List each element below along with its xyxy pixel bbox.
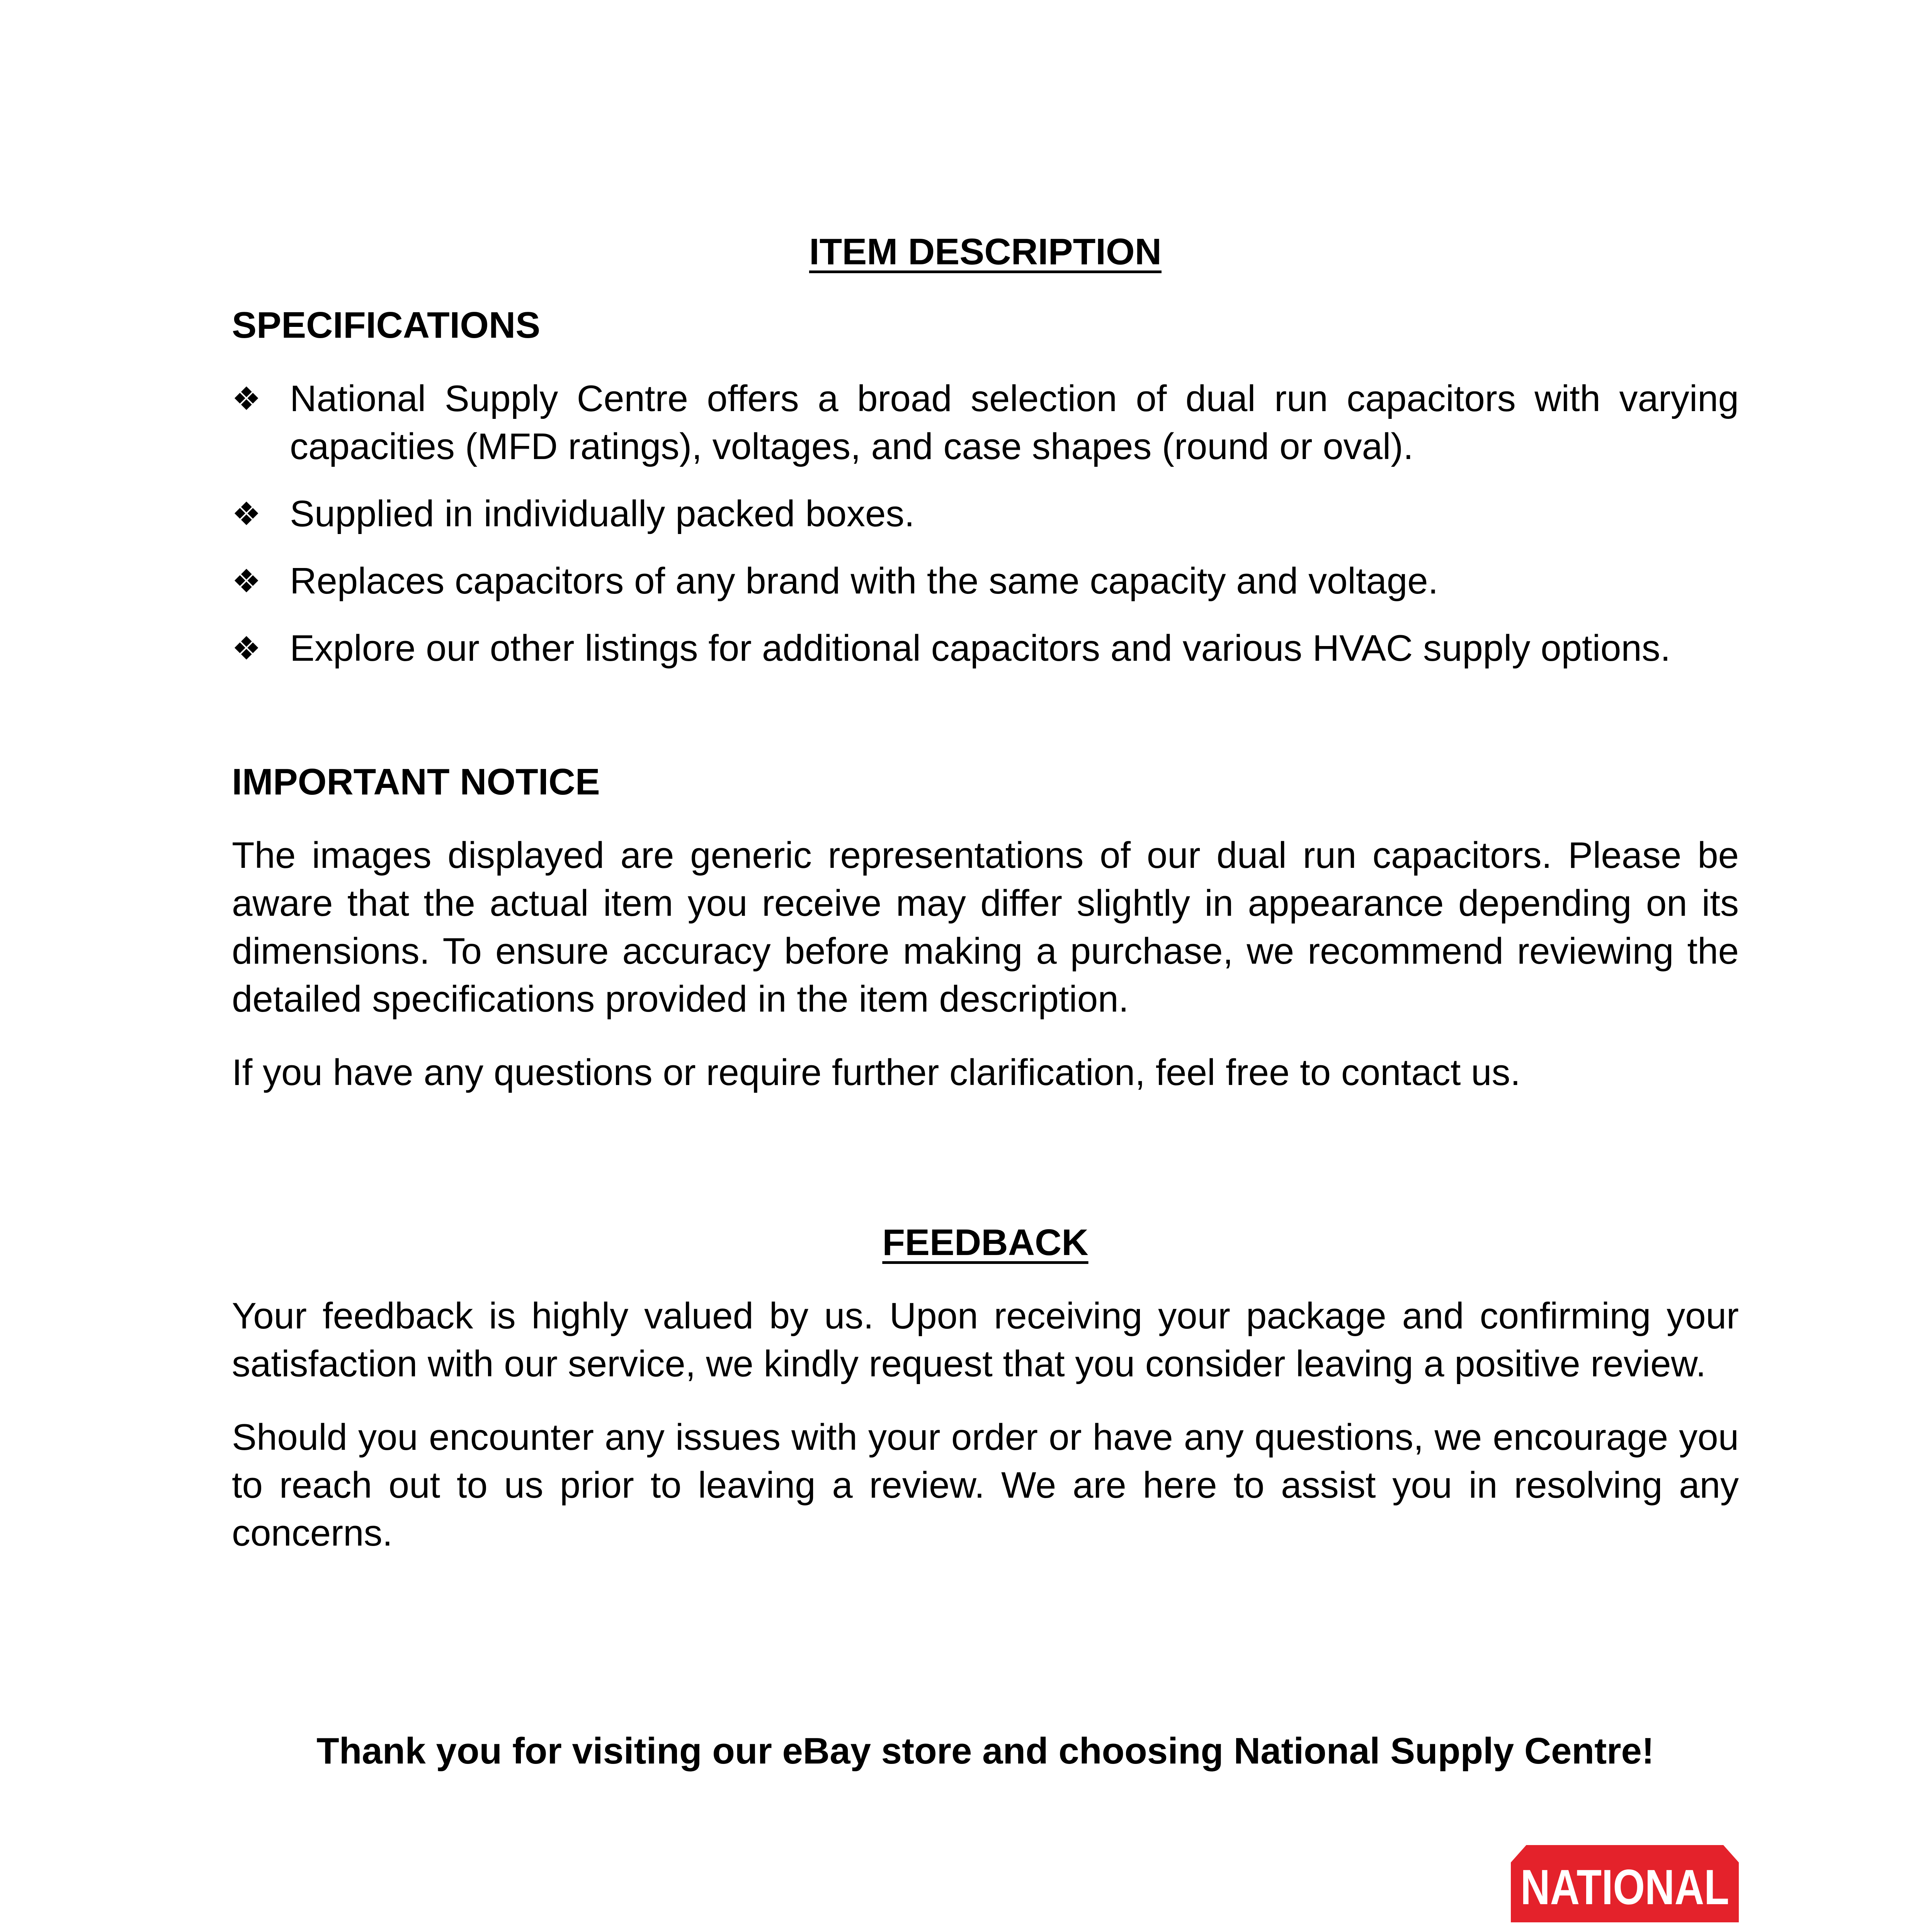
national-supply-logo	[1511, 1839, 1739, 1932]
notice-paragraph: If you have any questions or require further clarification, feel free to contact us.	[232, 1052, 1521, 1093]
diamond-bullet-icon: ❖	[232, 630, 261, 667]
notice-paragraph: The images displayed are generic representations of our dual run capacitors. Please be aware that the actual item you receive may differ slightly in appearance depending on its dimensions. To ensure accuracy before making a purchase, we recommend reviewing the detailed specifications provided in the item description.	[232, 835, 1739, 1020]
specifications-heading: SPECIFICATIONS	[232, 304, 541, 346]
list-item	[232, 624, 1739, 672]
important-notice-heading: IMPORTANT NOTICE	[232, 761, 600, 803]
list-item	[232, 490, 1739, 538]
diamond-bullet-icon: ❖	[232, 563, 261, 599]
list-item-text: Explore our other listings for additional capacitors and various HVAC supply options.	[290, 628, 1671, 669]
list-item	[232, 375, 1739, 471]
thank-you-message: Thank you for visiting our eBay store and choosing National Supply Centre!	[316, 1730, 1654, 1772]
feedback-paragraph: Your feedback is highly valued by us. Upon receiving your package and confirming your satisfaction with our service, we kindly request that you consider leaving a positive review.	[232, 1295, 1739, 1384]
list-item-text: Replaces capacitors of any brand with the same capacity and voltage.	[290, 560, 1439, 602]
diamond-bullet-icon: ❖	[232, 496, 261, 532]
specifications-list	[232, 375, 1739, 672]
list-item	[232, 557, 1739, 605]
logo-title-text: NATIONAL	[1520, 1860, 1729, 1915]
list-item-text: Supplied in individually packed boxes.	[290, 493, 915, 534]
item-description-title: ITEM DESCRIPTION	[809, 231, 1162, 272]
document-content	[232, 228, 1739, 1775]
feedback-paragraph: Should you encounter any issues with your order or have any questions, we encourage you to reach out to us prior to leaving a review. We are here to assist you in resolving any concerns.	[232, 1417, 1739, 1554]
feedback-title: FEEDBACK	[882, 1222, 1088, 1263]
diamond-bullet-icon: ❖	[232, 381, 261, 417]
list-item-text: National Supply Centre offers a broad selection of dual run capacitors with varying capacities (MFD ratings), voltages, and case shapes (round or oval).	[290, 378, 1739, 467]
